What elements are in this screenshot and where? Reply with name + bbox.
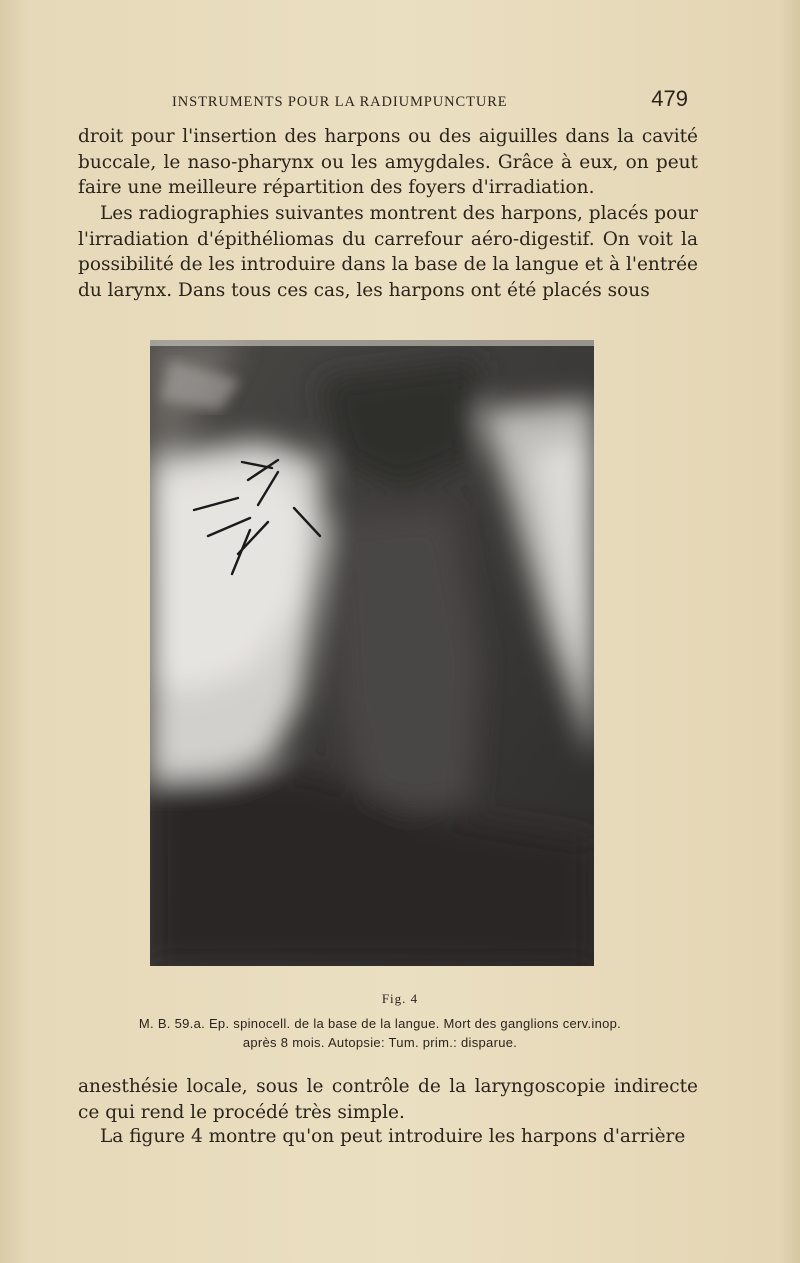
caption-line-2: après 8 mois. Autopsie: Tum. prim.: disparue. (242, 1035, 518, 1050)
page-header (172, 86, 688, 114)
paragraph-1: droit pour l'insertion des harpons ou des aiguilles dans la cavité buccale, le naso-pharynx ou les amygdales. Grâce à eux, on peut faire une meilleure répartition des foyers d'irradiation. (78, 126, 698, 198)
paragraph-4: La figure 4 montre qu'on peut introduire les harpons d'arrière (100, 1126, 686, 1147)
running-title: INSTRUMENTS POUR LA RADIUMPUNCTURE (172, 94, 508, 110)
page-number: 479 (651, 86, 688, 111)
figure-caption (70, 1014, 690, 1052)
radiograph-figure (150, 340, 594, 966)
caption-line-1: M. B. 59.a. Ep. spinocell. de la base de la langue. Mort des ganglions cerv.inop. (138, 1016, 622, 1031)
radiograph-image (150, 340, 594, 966)
paragraph-3: anesthésie locale, sous le contrôle de la laryngoscopie indirecte ce qui rend le procédé très simple. (78, 1076, 698, 1123)
paragraph-2: Les radiographies suivantes montrent des harpons, placés pour l'irradiation d'épithéliomas du carrefour aéro-digestif. On voit la possibilité de les introduire dans la base de la langue et à l'entrée du larynx. Dans tous ces cas, les harpons ont été placés sous (78, 203, 698, 301)
figure-label: Fig. 4 (381, 991, 419, 1006)
